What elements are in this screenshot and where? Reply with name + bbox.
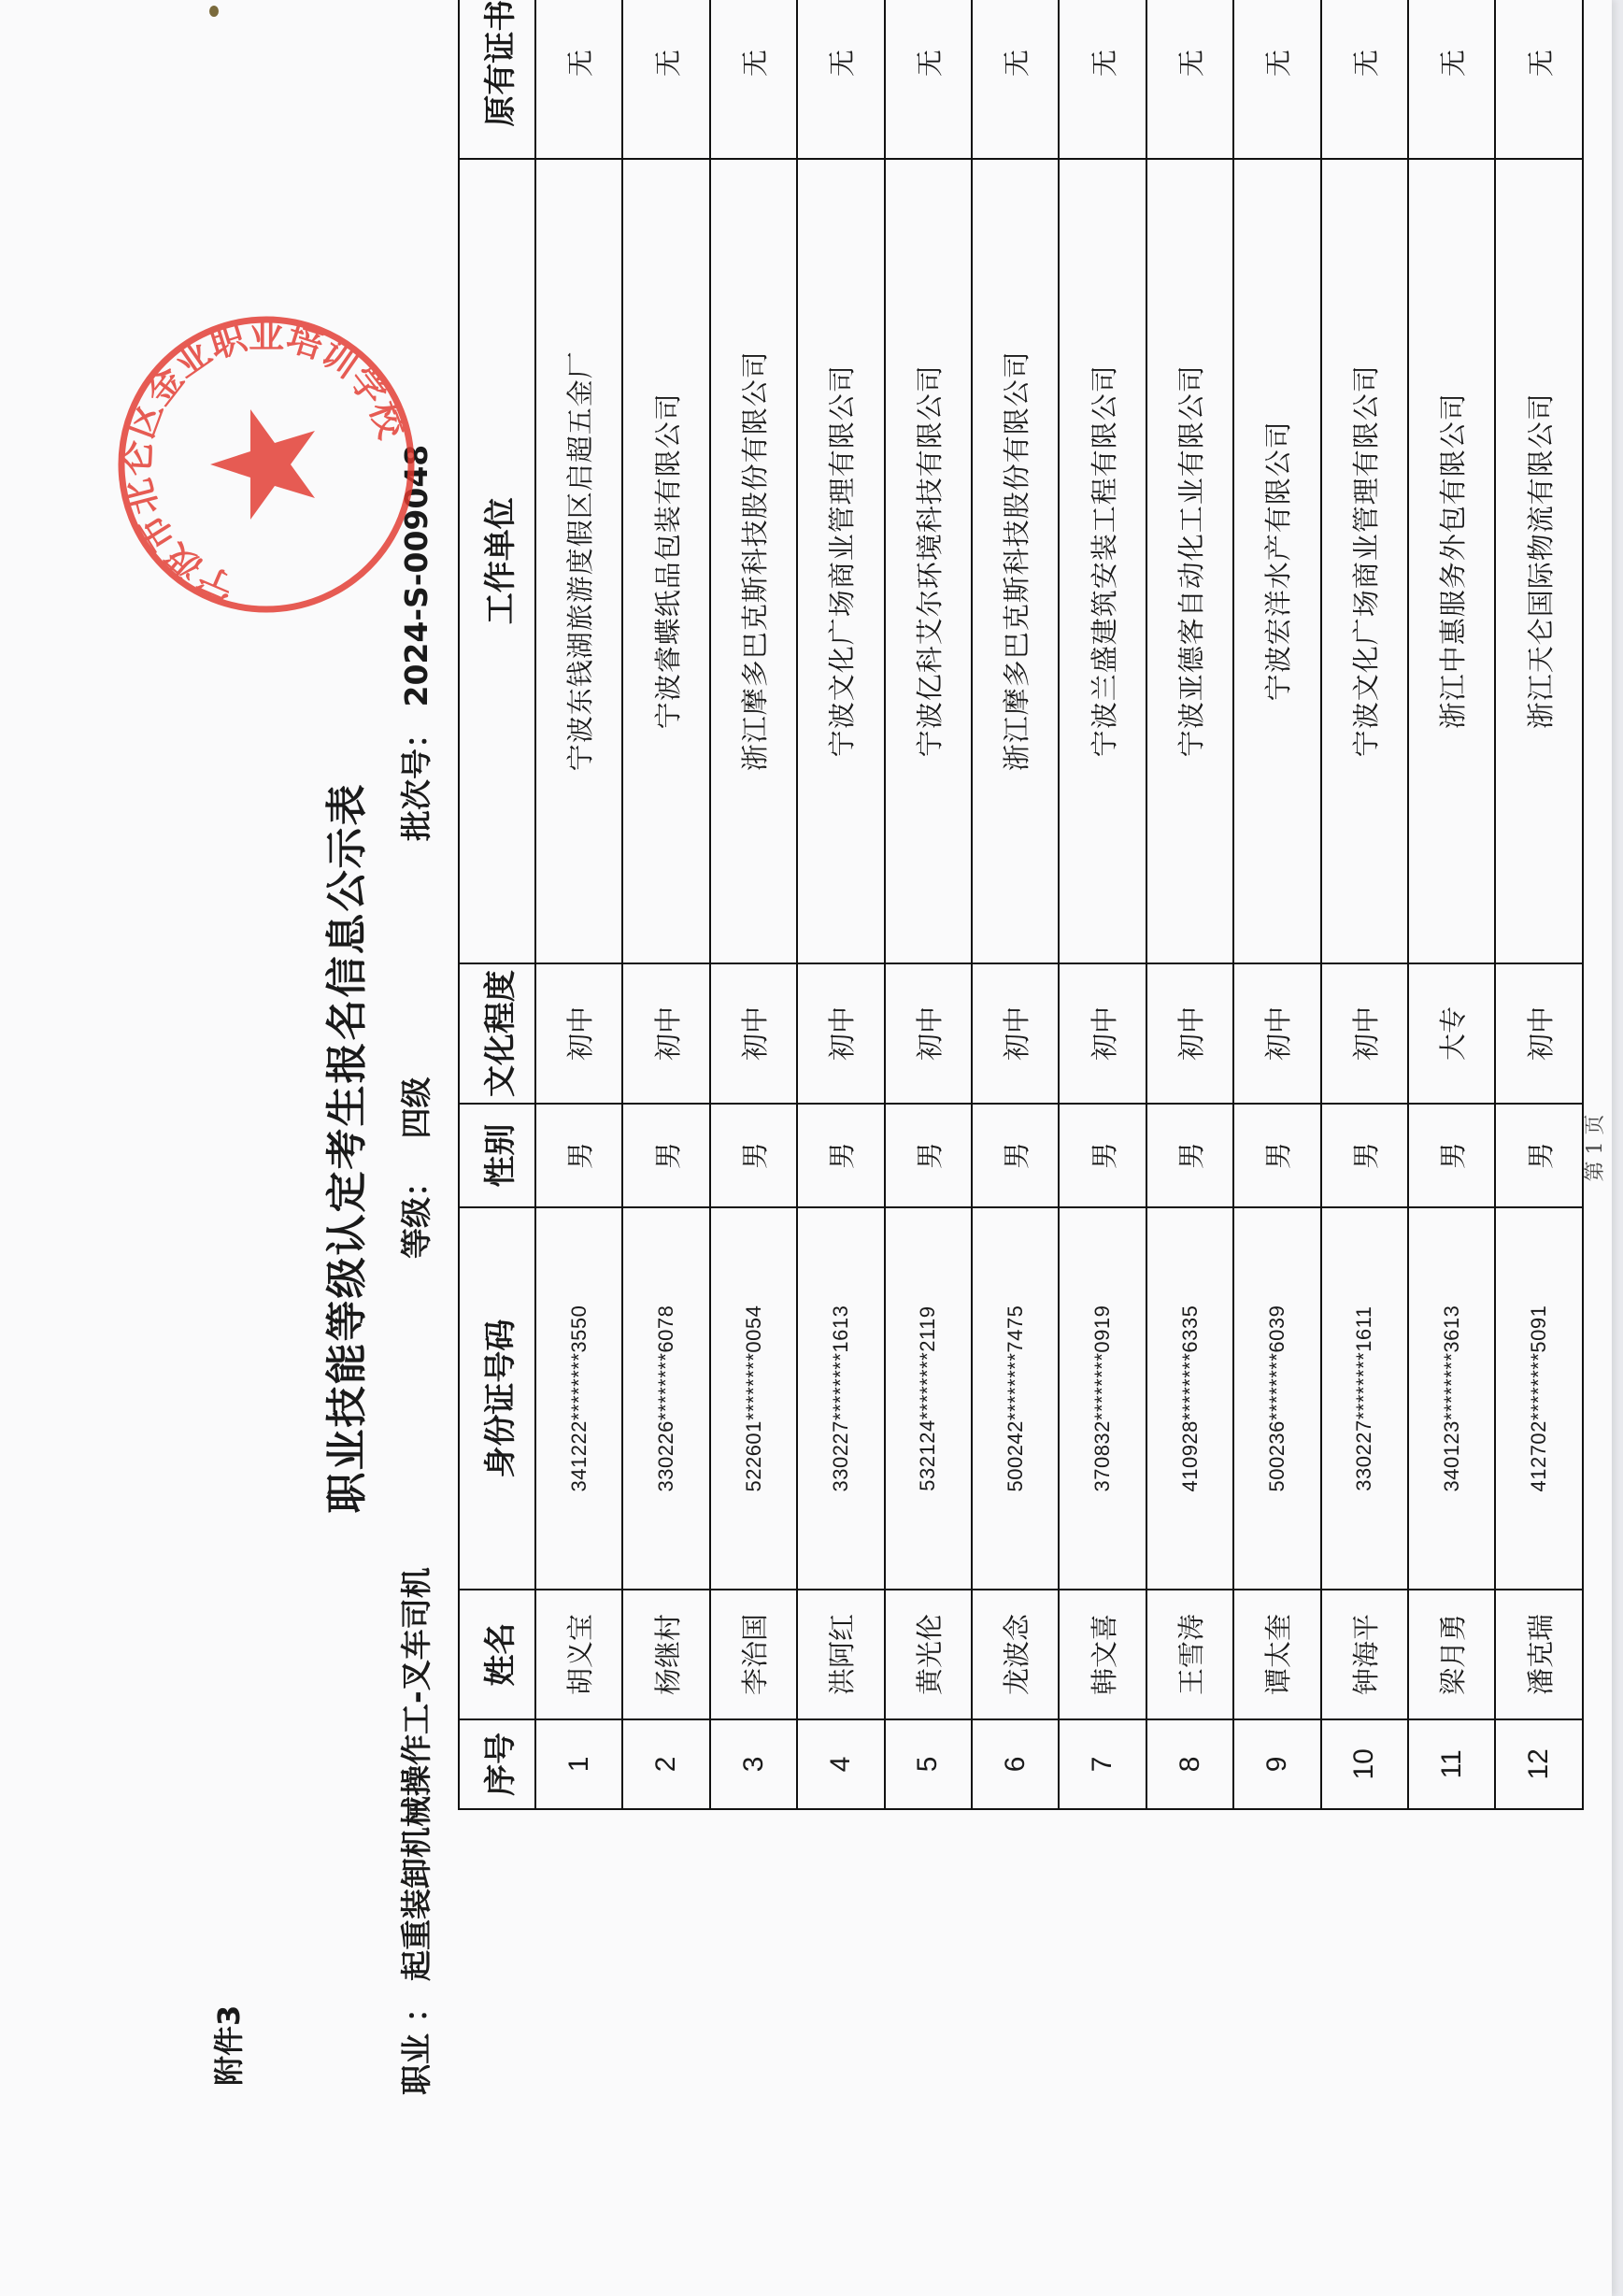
id-number-cell: 522601********0054 — [710, 1207, 797, 1590]
page-number: 第 1 页 — [1584, 1114, 1607, 1182]
id-number-cell: 330227********1611 — [1321, 1207, 1408, 1590]
name-cell: 龙波念 — [972, 1590, 1059, 1718]
batch-value: 2024-S-009048 — [398, 444, 434, 707]
gender-cell: 男 — [1233, 1104, 1320, 1207]
level-label: 等级： — [398, 1166, 434, 1259]
name-cell: 胡义宝 — [535, 1590, 622, 1718]
table-row — [1408, 0, 1495, 1809]
education-cell: 初中 — [972, 963, 1059, 1104]
certificate-cell: 无 — [885, 0, 972, 159]
name-cell: 韩文喜 — [1059, 1590, 1146, 1718]
occupation-label: 职业 ： — [398, 1991, 434, 2095]
employer-cell: 浙江天仑国际物流有限公司 — [1495, 159, 1583, 963]
column-header: 文化程度 — [459, 963, 535, 1104]
name-cell: 李治国 — [710, 1590, 797, 1718]
column-header: 身份证号码 — [459, 1207, 535, 1590]
id-number-cell: 340123********3613 — [1408, 1207, 1495, 1590]
certificate-cell: 无 — [1321, 0, 1408, 159]
table-row — [797, 0, 884, 1809]
table-row — [1495, 0, 1583, 1809]
table-row — [622, 0, 709, 1809]
table-row — [535, 0, 622, 1809]
certificate-cell: 无 — [1495, 0, 1583, 159]
id-number-cell: 532124********2119 — [885, 1207, 972, 1590]
certificate-cell: 无 — [710, 0, 797, 159]
column-header: 姓名 — [459, 1590, 535, 1718]
column-header: 序号 — [459, 1719, 535, 1809]
certificate-cell: 无 — [1059, 0, 1146, 159]
education-cell: 初中 — [710, 963, 797, 1104]
education-cell: 初中 — [885, 963, 972, 1104]
seal-text: 宁波市北仑区金亚职业培训学校 — [116, 314, 413, 609]
gender-cell: 男 — [972, 1104, 1059, 1207]
certificate-cell: 无 — [1233, 0, 1320, 159]
seq-cell: 2 — [622, 1719, 709, 1809]
gender-cell: 男 — [797, 1104, 884, 1207]
attachment-label: 附件3 — [211, 2004, 247, 2086]
employer-cell: 宁波亿科艾尔环境科技有限公司 — [885, 159, 972, 963]
table-body — [535, 0, 1583, 1809]
table-row — [1321, 0, 1408, 1809]
education-cell: 初中 — [1233, 963, 1320, 1104]
gender-cell: 男 — [622, 1104, 709, 1207]
id-number-cell: 500242********7475 — [972, 1207, 1059, 1590]
name-cell: 杨继村 — [622, 1590, 709, 1718]
table-row — [1146, 0, 1233, 1809]
employer-cell: 宁波亚德客自动化工业有限公司 — [1146, 159, 1233, 963]
id-number-cell: 330226********6078 — [622, 1207, 709, 1590]
id-number-cell: 410928********6335 — [1146, 1207, 1233, 1590]
education-cell: 初中 — [1321, 963, 1408, 1104]
gender-cell: 男 — [535, 1104, 622, 1207]
level-value: 四级 — [398, 1077, 434, 1139]
gender-cell: 男 — [1059, 1104, 1146, 1207]
table-row — [710, 0, 797, 1809]
employer-cell: 宁波文化广场商业管理有限公司 — [1321, 159, 1408, 963]
gender-cell: 男 — [1321, 1104, 1408, 1207]
certificate-cell: 无 — [1408, 0, 1495, 159]
table-header-row — [459, 0, 535, 1809]
id-number-cell: 330227********1613 — [797, 1207, 884, 1590]
seq-cell: 3 — [710, 1719, 797, 1809]
employer-cell: 宁波睿蝶纸品包装有限公司 — [622, 159, 709, 963]
column-header: 工作单位 — [459, 159, 535, 963]
seq-cell: 1 — [535, 1719, 622, 1809]
education-cell: 初中 — [797, 963, 884, 1104]
gender-cell: 男 — [885, 1104, 972, 1207]
name-cell: 洪阿红 — [797, 1590, 884, 1718]
applicant-table — [458, 0, 1584, 1810]
certificate-cell: 无 — [797, 0, 884, 159]
id-number-cell: 412702********5091 — [1495, 1207, 1583, 1590]
certificate-cell: 无 — [972, 0, 1059, 159]
seq-cell: 4 — [797, 1719, 884, 1809]
seq-cell: 10 — [1321, 1719, 1408, 1809]
gender-cell: 男 — [1146, 1104, 1233, 1207]
seq-cell: 9 — [1233, 1719, 1320, 1809]
education-cell: 初中 — [1495, 963, 1583, 1104]
occupation — [392, 1567, 436, 2095]
table-row — [1233, 0, 1320, 1809]
name-cell: 黄光伦 — [885, 1590, 972, 1718]
seq-cell: 11 — [1408, 1719, 1495, 1809]
column-header: 原有证书 — [459, 0, 535, 159]
certificate-cell: 无 — [1146, 0, 1233, 159]
education-cell: 初中 — [1059, 963, 1146, 1104]
name-cell: 梁月勇 — [1408, 1590, 1495, 1718]
education-cell: 初中 — [535, 963, 622, 1104]
table-row — [972, 0, 1059, 1809]
name-cell: 潘克瑞 — [1495, 1590, 1583, 1718]
certificate-cell: 无 — [535, 0, 622, 159]
employer-cell: 宁波宏洋水产有限公司 — [1233, 159, 1320, 963]
name-cell: 王雪涛 — [1146, 1590, 1233, 1718]
employer-cell: 宁波文化广场商业管理有限公司 — [797, 159, 884, 963]
level — [392, 1077, 436, 1260]
employer-cell: 浙江中惠服务外包有限公司 — [1408, 159, 1495, 963]
seq-cell: 8 — [1146, 1719, 1233, 1809]
employer-cell: 浙江摩多巴克斯科技股份有限公司 — [972, 159, 1059, 963]
seq-cell: 6 — [972, 1719, 1059, 1809]
employer-cell: 宁波兰盛建筑安装工程有限公司 — [1059, 159, 1146, 963]
gender-cell: 男 — [1495, 1104, 1583, 1207]
table-row — [1059, 0, 1146, 1809]
education-cell: 初中 — [1146, 963, 1233, 1104]
id-number-cell: 370832********0919 — [1059, 1207, 1146, 1590]
column-header: 性别 — [459, 1104, 535, 1207]
batch-label: 批次号： — [398, 718, 434, 841]
seq-cell: 12 — [1495, 1719, 1583, 1809]
school-seal — [112, 310, 420, 619]
name-cell: 谭太奎 — [1233, 1590, 1320, 1718]
id-number-cell: 341222********3550 — [535, 1207, 622, 1590]
star-icon — [210, 409, 315, 520]
employer-cell: 宁波东钱湖旅游度假区启超五金厂 — [535, 159, 622, 963]
id-number-cell: 500236********6039 — [1233, 1207, 1320, 1590]
education-cell: 大专 — [1408, 963, 1495, 1104]
gender-cell: 男 — [1408, 1104, 1495, 1207]
table-row — [885, 0, 972, 1809]
name-cell: 钟海平 — [1321, 1590, 1408, 1718]
seq-cell: 5 — [885, 1719, 972, 1809]
education-cell: 初中 — [622, 963, 709, 1104]
page-title: 职业技能等级认定考生报名信息公示表 — [323, 782, 371, 1514]
occupation-value: 起重装卸机械操作工-叉车司机 — [398, 1567, 434, 1981]
seq-cell: 7 — [1059, 1719, 1146, 1809]
gender-cell: 男 — [710, 1104, 797, 1207]
certificate-cell: 无 — [622, 0, 709, 159]
employer-cell: 浙江摩多巴克斯科技股份有限公司 — [710, 159, 797, 963]
